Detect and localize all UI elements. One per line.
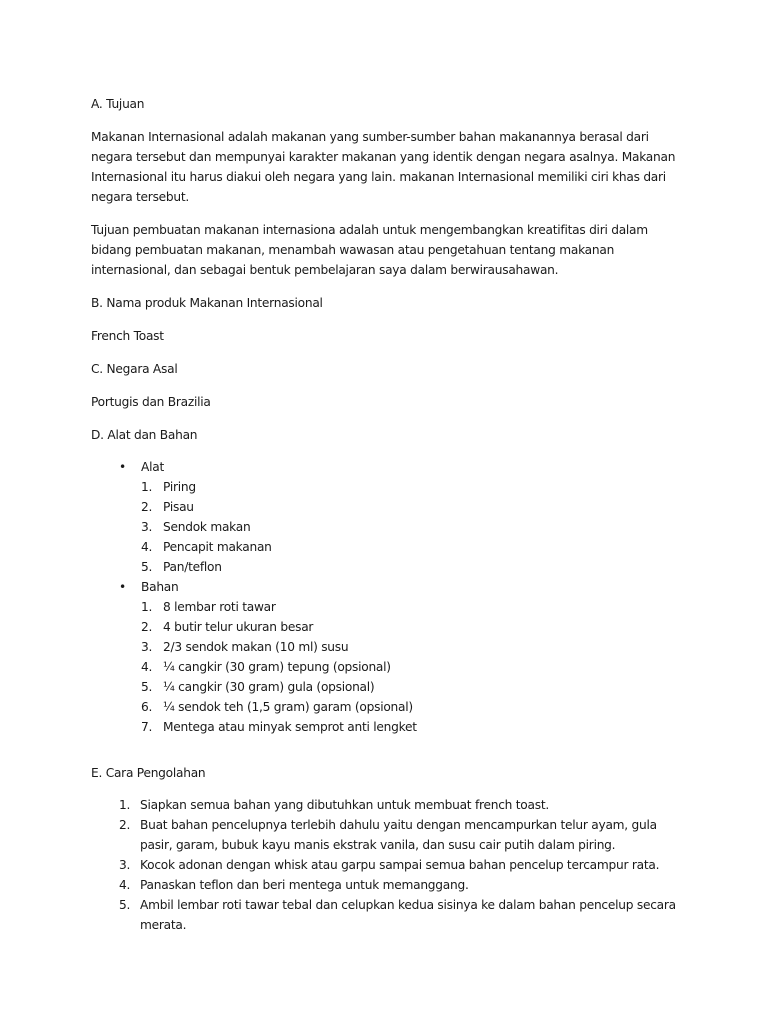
- list-number: 1.: [141, 600, 153, 614]
- bahan-label: Bahan: [141, 580, 179, 594]
- alat-item: [141, 557, 688, 577]
- list-number: 1.: [119, 798, 131, 812]
- list-item-text: Pan/teflon: [163, 560, 222, 574]
- list-number: 4.: [119, 878, 131, 892]
- list-item-text: Buat bahan pencelupnya terlebih dahulu yaitu dengan mencampurkan telur ayam, gula pasir, garam, bubuk kayu manis ekstrak vanila, dan susu cair putih dalam piring.: [140, 818, 657, 852]
- bahan-list: [141, 597, 688, 737]
- bahan-item: [141, 617, 688, 637]
- steps-list: [91, 795, 688, 935]
- list-item-text: 2/3 sendok makan (10 ml) susu: [163, 640, 349, 654]
- tools-and-ingredients-list: [91, 457, 688, 737]
- step-item: [119, 875, 688, 895]
- section-c-heading: C. Negara Asal: [91, 362, 178, 376]
- list-item-text: Mentega atau minyak semprot anti lengket: [163, 720, 417, 734]
- bahan-item: [141, 657, 688, 677]
- list-number: 2.: [119, 818, 131, 832]
- list-item-text: Sendok makan: [163, 520, 251, 534]
- list-item-text: ¼ cangkir (30 gram) tepung (opsional): [163, 660, 391, 674]
- step-item: [119, 895, 688, 935]
- section-d-heading: D. Alat dan Bahan: [91, 428, 198, 442]
- list-number: 6.: [141, 700, 153, 714]
- list-item-text: ¼ sendok teh (1,5 gram) garam (opsional): [163, 700, 413, 714]
- section-b-heading: B. Nama produk Makanan Internasional: [91, 296, 323, 310]
- alat-item: [141, 517, 688, 537]
- list-number: 3.: [119, 858, 131, 872]
- bullet-icon: •: [119, 580, 126, 594]
- list-number: 2.: [141, 620, 153, 634]
- list-item-text: Ambil lembar roti tawar tebal dan celupkan kedua sisinya ke dalam bahan pencelup secara merata.: [140, 898, 676, 932]
- alat-item: [141, 537, 688, 557]
- step-item: [119, 855, 688, 875]
- alat-item: [141, 477, 688, 497]
- list-number: 3.: [141, 640, 153, 654]
- list-number: 5.: [119, 898, 131, 912]
- section-a-paragraph-2: Tujuan pembuatan makanan internasiona adalah untuk mengembangkan kreatifitas diri dalam bidang pembuatan makanan, menambah wawasan atau pengetahuan tentang makanan internasional, dan sebagai bentuk pembelajaran saya dalam berwirausahawan.: [91, 223, 648, 277]
- list-number: 2.: [141, 500, 153, 514]
- bahan-item: [141, 697, 688, 717]
- list-item-text: Panaskan teflon dan beri mentega untuk memanggang.: [140, 878, 469, 892]
- list-number: 4.: [141, 660, 153, 674]
- list-number: 1.: [141, 480, 153, 494]
- alat-item: [141, 497, 688, 517]
- bahan-item: [141, 597, 688, 617]
- section-a-paragraph-1: Makanan Internasional adalah makanan yang sumber-sumber bahan makanannya berasal dari negara tersebut dan mempunyai karakter makanan yang identik dengan negara asalnya. Makanan Internasional itu harus diakui oleh negara yang lain. makanan Internasional memiliki ciri khas dari negara tersebut.: [91, 130, 676, 204]
- list-item-text: Pisau: [163, 500, 194, 514]
- blank-line: [91, 737, 688, 763]
- list-item-text: Pencapit makanan: [163, 540, 272, 554]
- list-item-text: Piring: [163, 480, 196, 494]
- product-name: French Toast: [91, 329, 164, 343]
- bahan-item: [141, 677, 688, 697]
- list-number: 3.: [141, 520, 153, 534]
- bahan-item: [141, 637, 688, 657]
- list-item-text: ¼ cangkir (30 gram) gula (opsional): [163, 680, 375, 694]
- step-item: [119, 815, 688, 855]
- list-item-text: Siapkan semua bahan yang dibutuhkan untuk membuat french toast.: [140, 798, 549, 812]
- alat-label: Alat: [141, 460, 164, 474]
- step-item: [119, 795, 688, 815]
- alat-list: [141, 477, 688, 577]
- bahan-item: [141, 717, 688, 737]
- list-item-text: Kocok adonan dengan whisk atau garpu sampai semua bahan pencelup tercampur rata.: [140, 858, 660, 872]
- list-number: 4.: [141, 540, 153, 554]
- bullet-item-bahan: [119, 577, 688, 737]
- country-of-origin: Portugis dan Brazilia: [91, 395, 211, 409]
- list-item-text: 8 lembar roti tawar: [163, 600, 276, 614]
- section-a-heading: A. Tujuan: [91, 97, 145, 111]
- bullet-icon: •: [119, 460, 126, 474]
- list-number: 5.: [141, 560, 153, 574]
- section-e-heading: E. Cara Pengolahan: [91, 766, 206, 780]
- list-number: 7.: [141, 720, 153, 734]
- bullet-item-alat: [119, 457, 688, 577]
- list-number: 5.: [141, 680, 153, 694]
- list-item-text: 4 butir telur ukuran besar: [163, 620, 314, 634]
